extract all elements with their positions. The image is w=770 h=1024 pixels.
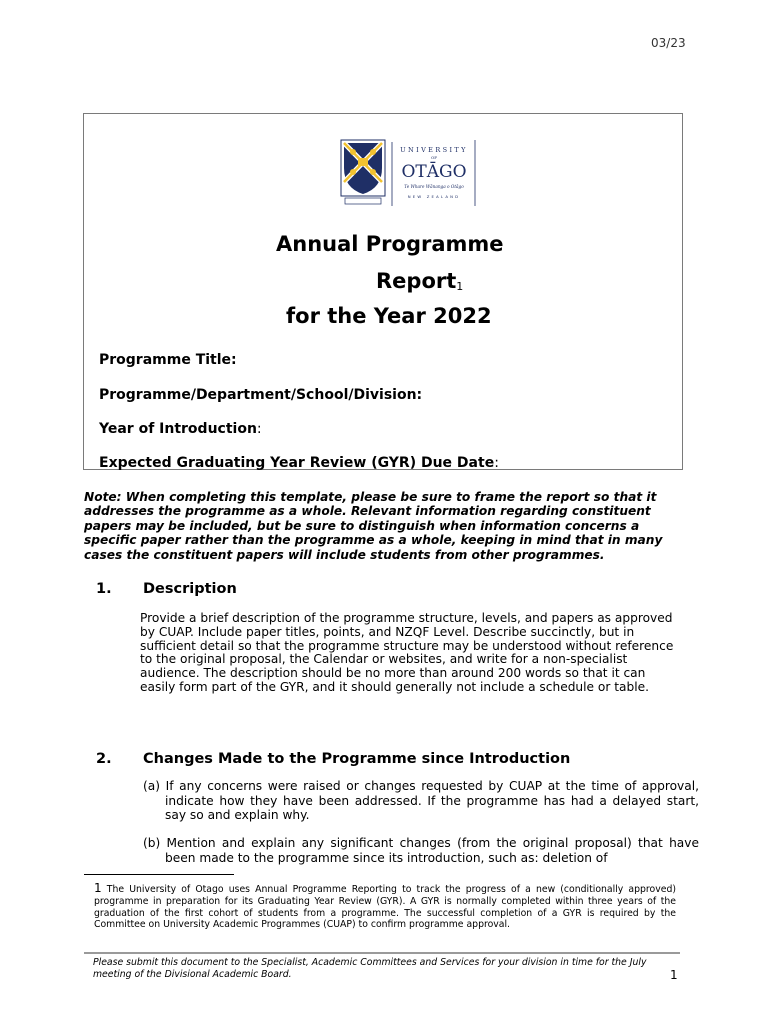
section-body-description: Provide a brief description of the programme structure, levels, and papers as approved by CUAP. Include paper titles, points, and NZQF Level. Describe succinctly, but in sufficient detail so that the programme structure may be understood without reference to the original proposal, the Calendar or websites, and write for a non-specialist audience. The description should be no more than around 200 words so that it can easily form part of the GYR, and it should generally not include a schedule or table.	[140, 611, 674, 694]
template-note: Note: When completing this template, please be sure to frame the report so that it addresses the programme as a whole. Relevant information regarding constituent papers may be included, but be sure to distinguish when information concerns a specific paper rather than the programme as a whole, keeping in mind that in many cases the constituent papers will include students from other programmes.	[84, 490, 663, 562]
field-programme-title	[99, 352, 237, 368]
section-number: 1.	[96, 581, 112, 597]
logo-line3: OTĀGO	[401, 162, 467, 182]
footnote-mark: 1	[94, 881, 102, 895]
logo-line2: OF	[430, 155, 438, 160]
report-title-line1: Annual Programme	[276, 232, 504, 256]
report-title-line2	[376, 269, 463, 293]
list-item: (b) Mention and explain any significant changes (from the original proposal) that have been made to the programme since its introduction, such as: deletion of	[143, 836, 699, 865]
field-year-of-introduction	[99, 421, 262, 437]
title-box	[83, 113, 683, 470]
field-suffix: :	[256, 421, 262, 437]
logo-line1: UNIVERSITY	[400, 146, 468, 154]
footnote	[94, 883, 676, 931]
list-item: (a) If any concerns were raised or changes requested by CUAP at the time of approval, indicate how they have been addressed. If the programme has had a delayed start, say so and explain why.	[143, 779, 699, 823]
footnote-divider	[84, 874, 234, 875]
field-label: Programme/Department/School/Division:	[99, 387, 423, 403]
footer-instructions: Please submit this document to the Specialist, Academic Committees and Services for your division in time for the July meeting of the Divisional Academic Board.	[93, 957, 647, 981]
university-logo	[339, 138, 479, 208]
section-number: 2.	[96, 751, 112, 767]
field-programme-department	[99, 387, 422, 403]
logo-line4: Te Whare Wānanga o Otāgo	[404, 184, 464, 189]
report-title-line3: for the Year 2022	[286, 304, 492, 328]
crest-icon	[341, 140, 385, 204]
field-label: Year of Introduction	[99, 421, 257, 437]
report-title-word: Report	[376, 269, 457, 293]
field-label: Expected Graduating Year Review (GYR) Due Date	[99, 455, 495, 471]
footnote-text: The University of Otago uses Annual Programme Reporting to track the progress of a new (conditionally approved) programme in preparation for its Graduating Year Review (GYR). A GYR is normally completed within three years of the graduation of the first cohort of students from a programme. The successful completion of a GYR is required by the Committee on University Academic Programmes (CUAP) to confirm programme approval.	[94, 884, 676, 931]
field-suffix: :	[494, 455, 499, 471]
footer-divider	[84, 952, 680, 954]
section-title-description: Description	[143, 581, 237, 597]
footnote-reference: 1	[456, 280, 464, 293]
logo-line5: NEW ZEALAND	[407, 194, 461, 199]
page-number: 1	[670, 968, 678, 982]
field-label: Programme Title:	[99, 352, 237, 368]
document-code: 03/23	[651, 36, 686, 50]
field-gyr-due-date	[99, 455, 499, 471]
section-title-changes: Changes Made to the Programme since Introduction	[143, 751, 571, 767]
